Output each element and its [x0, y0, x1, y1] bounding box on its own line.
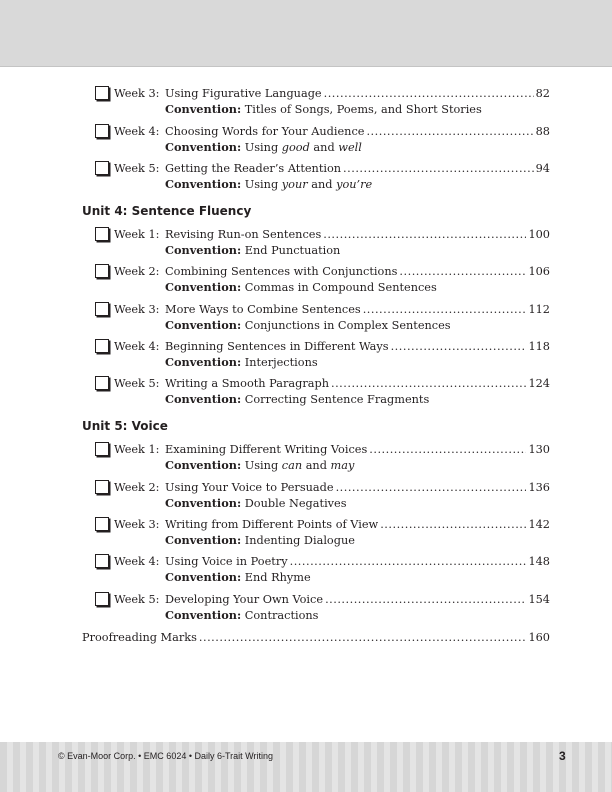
convention-text: Double Negatives [241, 497, 347, 510]
unit-heading: Unit 5: Voice [82, 419, 168, 433]
lesson-title: Revising Run-on Sentences [165, 228, 322, 241]
dot-leader [331, 377, 526, 391]
dot-leader [290, 555, 527, 569]
lesson-title: Examining Different Writing Voices [165, 443, 368, 456]
convention-label: Convention: [165, 355, 242, 369]
checkbox[interactable] [95, 592, 109, 606]
week-label: Week 5: [114, 593, 160, 606]
page-number: 94 [535, 162, 550, 175]
convention-label: Convention: [165, 392, 242, 406]
convention-line [165, 140, 362, 155]
week-label: Week 3: [114, 303, 160, 316]
proofreading-title: Proofreading Marks [82, 631, 197, 644]
convention-text: Commas in Compound Sentences [241, 281, 437, 294]
convention-text: Indenting Dialogue [241, 534, 355, 547]
lesson-title: Combining Sentences with Conjunctions [165, 265, 398, 278]
week-label: Week 4: [114, 125, 160, 138]
convention-word: your [281, 178, 308, 191]
dot-leader [323, 228, 526, 242]
convention-text: Using [241, 141, 282, 154]
convention-label: Convention: [165, 570, 242, 584]
convention-line [165, 243, 340, 258]
page-number: 124 [528, 377, 550, 390]
footer-page-number: 3 [559, 749, 566, 763]
convention-label: Convention: [165, 496, 242, 510]
convention-line [165, 318, 451, 333]
convention-word: can [281, 459, 303, 472]
convention-text: Using [241, 459, 282, 472]
convention-text: and [307, 178, 337, 191]
dot-leader [363, 303, 527, 317]
checkbox[interactable] [95, 302, 109, 316]
checkbox[interactable] [95, 227, 109, 241]
checkbox[interactable] [95, 554, 109, 568]
convention-label: Convention: [165, 533, 242, 547]
page-number: 130 [528, 443, 550, 456]
convention-text: Titles of Songs, Poems, and Short Stories [241, 103, 482, 116]
page-number: 88 [535, 125, 550, 138]
lesson-title: More Ways to Combine Sentences [165, 303, 361, 316]
convention-word: good [281, 141, 310, 154]
convention-text: End Rhyme [241, 571, 311, 584]
checkbox[interactable] [95, 517, 109, 531]
page-number: 82 [535, 87, 550, 100]
dot-leader [336, 481, 527, 495]
dot-leader [391, 340, 527, 354]
dot-leader [325, 593, 526, 607]
week-label: Week 3: [114, 518, 160, 531]
dot-leader [324, 87, 534, 101]
convention-label: Convention: [165, 140, 242, 154]
lesson-title: Writing from Different Points of View [165, 518, 379, 531]
dot-leader [380, 518, 526, 532]
lesson-title: Writing a Smooth Paragraph [165, 377, 329, 390]
footer-copyright: © Evan-Moor Corp. • EMC 6024 • Daily 6-Trait Writing [58, 751, 273, 761]
convention-line [165, 458, 354, 473]
week-label: Week 4: [114, 555, 160, 568]
checkbox[interactable] [95, 442, 109, 456]
convention-line [165, 392, 429, 407]
page-number: 112 [528, 303, 550, 316]
convention-label: Convention: [165, 318, 242, 332]
week-label: Week 2: [114, 481, 160, 494]
week-label: Week 1: [114, 228, 160, 241]
convention-text: and [302, 459, 331, 472]
convention-line [165, 608, 318, 623]
convention-line [165, 496, 347, 511]
week-label: Week 1: [114, 443, 160, 456]
dot-leader [199, 631, 527, 645]
page-number: 142 [528, 518, 550, 531]
week-label: Week 4: [114, 340, 160, 353]
checkbox[interactable] [95, 376, 109, 390]
page-number: 118 [528, 340, 550, 353]
checkbox[interactable] [95, 264, 109, 278]
lesson-title: Developing Your Own Voice [165, 593, 324, 606]
lesson-title: Using Voice in Poetry [165, 555, 288, 568]
checkbox[interactable] [95, 86, 109, 100]
convention-label: Convention: [165, 243, 242, 257]
week-label: Week 5: [114, 377, 160, 390]
convention-word: you’re [336, 178, 373, 191]
convention-label: Convention: [165, 177, 242, 191]
convention-word: well [338, 141, 362, 154]
week-label: Week 5: [114, 162, 160, 175]
page-number: 100 [528, 228, 550, 241]
week-label: Week 3: [114, 87, 160, 100]
lesson-title: Beginning Sentences in Different Ways [165, 340, 389, 353]
dot-leader [366, 125, 533, 139]
page-number: 106 [528, 265, 550, 278]
page-number: 154 [528, 593, 550, 606]
lesson-title: Getting the Reader’s Attention [165, 162, 342, 175]
convention-text: Interjections [241, 356, 318, 369]
convention-line [165, 177, 372, 192]
convention-line [165, 533, 355, 548]
dot-leader [343, 162, 534, 176]
convention-label: Convention: [165, 458, 242, 472]
page-number: 136 [528, 481, 550, 494]
footer-band [0, 742, 612, 792]
convention-label: Convention: [165, 280, 242, 294]
convention-text: End Punctuation [241, 244, 341, 257]
convention-text: Correcting Sentence Fragments [241, 393, 430, 406]
convention-word: may [330, 459, 355, 472]
convention-text: Contractions [241, 609, 319, 622]
unit-heading: Unit 4: Sentence Fluency [82, 204, 252, 218]
week-label: Week 2: [114, 265, 160, 278]
convention-line [165, 102, 482, 117]
checkbox[interactable] [95, 480, 109, 494]
convention-text: and [309, 141, 339, 154]
header-band [0, 0, 612, 67]
convention-text: Using [241, 178, 282, 191]
checkbox[interactable] [95, 124, 109, 138]
checkbox[interactable] [95, 339, 109, 353]
lesson-title: Using Figurative Language [165, 87, 322, 100]
page-number: 160 [528, 631, 550, 644]
dot-leader [369, 443, 526, 457]
convention-line [165, 280, 437, 295]
convention-line [165, 570, 311, 585]
convention-label: Convention: [165, 102, 242, 116]
convention-line [165, 355, 318, 370]
lesson-title: Choosing Words for Your Audience [165, 125, 365, 138]
checkbox[interactable] [95, 161, 109, 175]
page-number: 148 [528, 555, 550, 568]
toc-entry-proofreading-marks [82, 631, 550, 645]
dot-leader [399, 265, 526, 279]
lesson-title: Using Your Voice to Persuade [165, 481, 334, 494]
convention-text: Conjunctions in Complex Sentences [241, 319, 451, 332]
convention-label: Convention: [165, 608, 242, 622]
